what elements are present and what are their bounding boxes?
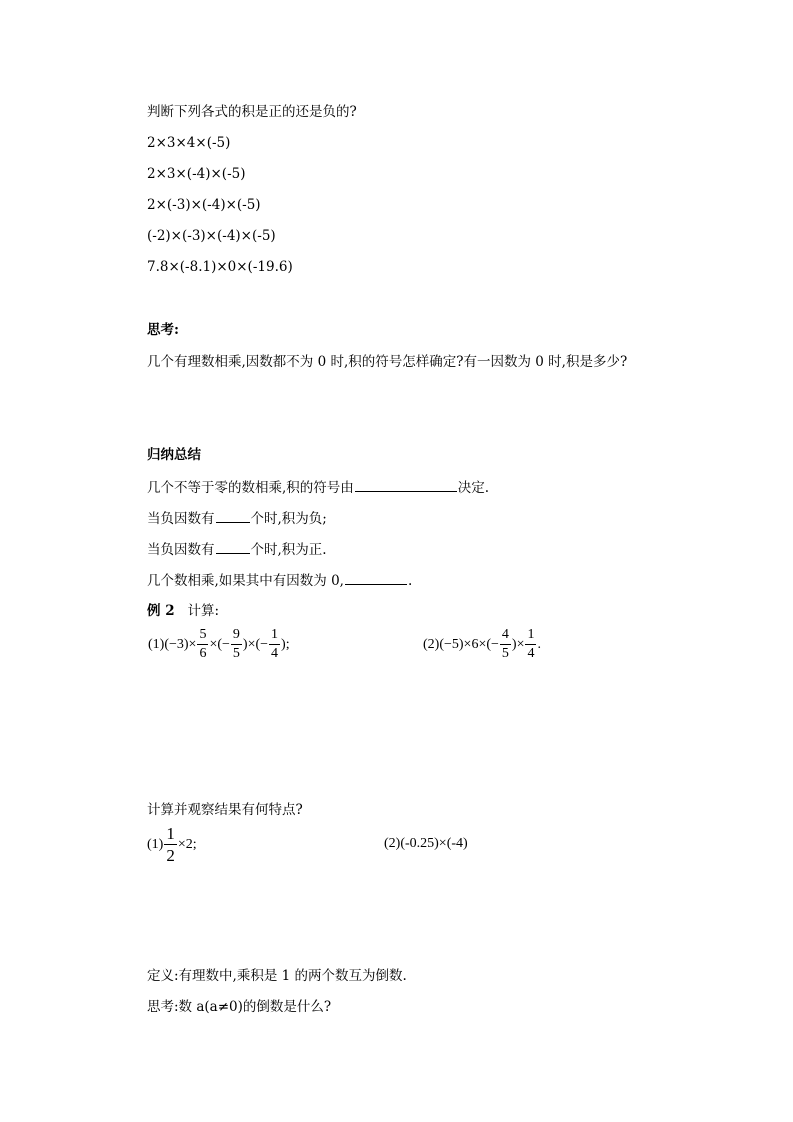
fraction-denominator: 6 <box>199 646 207 661</box>
definition-think: 思考:数 a(a≠0)的倒数是什么? <box>147 999 332 1015</box>
summary-line-4 <box>147 571 412 590</box>
summary-line-1 <box>147 478 489 497</box>
summary-line-3-end: 个时,积为正. <box>250 542 327 558</box>
example-label: 例 2 <box>147 603 175 619</box>
summary-line-1-end: 决定. <box>457 480 490 496</box>
fraction-numerator: 9 <box>232 627 240 642</box>
think-question: 几个有理数相乘,因数都不为 0 时,积的符号怎样确定?有一因数为 0 时,积是多少? <box>147 354 628 370</box>
fraction-denominator: 5 <box>501 646 509 661</box>
e1-suffix: ); <box>281 636 290 652</box>
summary-heading: 归纳总结 <box>147 447 201 463</box>
fraction-numerator: 1 <box>527 627 535 642</box>
fraction-denominator: 2 <box>166 846 175 865</box>
expression-1: 2×3×4×(-5) <box>147 135 231 151</box>
p1-prefix: (1) <box>147 836 164 852</box>
example-2-header <box>147 602 219 620</box>
e1-mid-1: ×(− <box>209 636 230 652</box>
e2-mid-1: )× <box>511 636 525 652</box>
summary-line-3-text: 当负因数有 <box>147 542 215 558</box>
expression-2: 2×3×(-4)×(-5) <box>147 166 246 182</box>
fraction-numerator: 4 <box>501 627 509 642</box>
summary-line-4-end: . <box>407 573 413 589</box>
e2-prefix: (2)(−5)×6×(− <box>423 636 499 652</box>
question-1-title: 判断下列各式的积是正的还是负的? <box>147 104 357 120</box>
fraction-1-4 <box>525 628 536 661</box>
fraction-1-2 <box>164 825 177 864</box>
summary-line-3 <box>147 540 327 559</box>
summary-line-4-text: 几个数相乘,如果其中有因数为 0, <box>147 573 344 589</box>
fraction-denominator: 4 <box>527 646 535 661</box>
answer-blank-2[interactable] <box>216 509 250 523</box>
fraction-denominator: 5 <box>232 646 240 661</box>
p1-suffix: ×2; <box>177 836 197 852</box>
expression-4: (-2)×(-3)×(-4)×(-5) <box>147 228 276 244</box>
answer-blank-4[interactable] <box>345 571 407 585</box>
fraction-1-4 <box>269 628 280 661</box>
answer-blank-3[interactable] <box>216 540 250 554</box>
fraction-numerator: 1 <box>271 627 279 642</box>
think-label: 思考: <box>147 322 179 338</box>
fraction-denominator: 4 <box>271 646 279 661</box>
example-expression-2 <box>423 628 541 661</box>
summary-line-1-text: 几个不等于零的数相乘,积的符号由 <box>147 480 354 496</box>
observe-title: 计算并观察结果有何特点? <box>147 802 303 818</box>
fraction-numerator: 5 <box>199 627 207 642</box>
e2-suffix: . <box>537 636 541 652</box>
definition-text: 定义:有理数中,乘积是 1 的两个数互为倒数. <box>147 968 407 984</box>
expression-3: 2×(-3)×(-4)×(-5) <box>147 197 261 213</box>
e1-mid-2: )×(− <box>242 636 269 652</box>
observe-expression-1 <box>147 825 197 864</box>
summary-line-2-end: 个时,积为负; <box>250 511 327 527</box>
e1-prefix: (1)(−3)× <box>148 636 197 652</box>
fraction-4-5 <box>500 628 511 661</box>
observe-expression-2: (2)(-0.25)×(-4) <box>384 836 468 851</box>
example-expression-1 <box>148 628 290 661</box>
answer-blank-1[interactable] <box>355 478 457 492</box>
summary-line-2-text: 当负因数有 <box>147 511 215 527</box>
fraction-5-6 <box>197 628 208 661</box>
summary-line-2 <box>147 509 327 528</box>
example-instruction: 计算: <box>187 603 220 619</box>
fraction-9-5 <box>231 628 242 661</box>
expression-5: 7.8×(-8.1)×0×(-19.6) <box>147 259 293 275</box>
fraction-numerator: 1 <box>166 824 175 843</box>
